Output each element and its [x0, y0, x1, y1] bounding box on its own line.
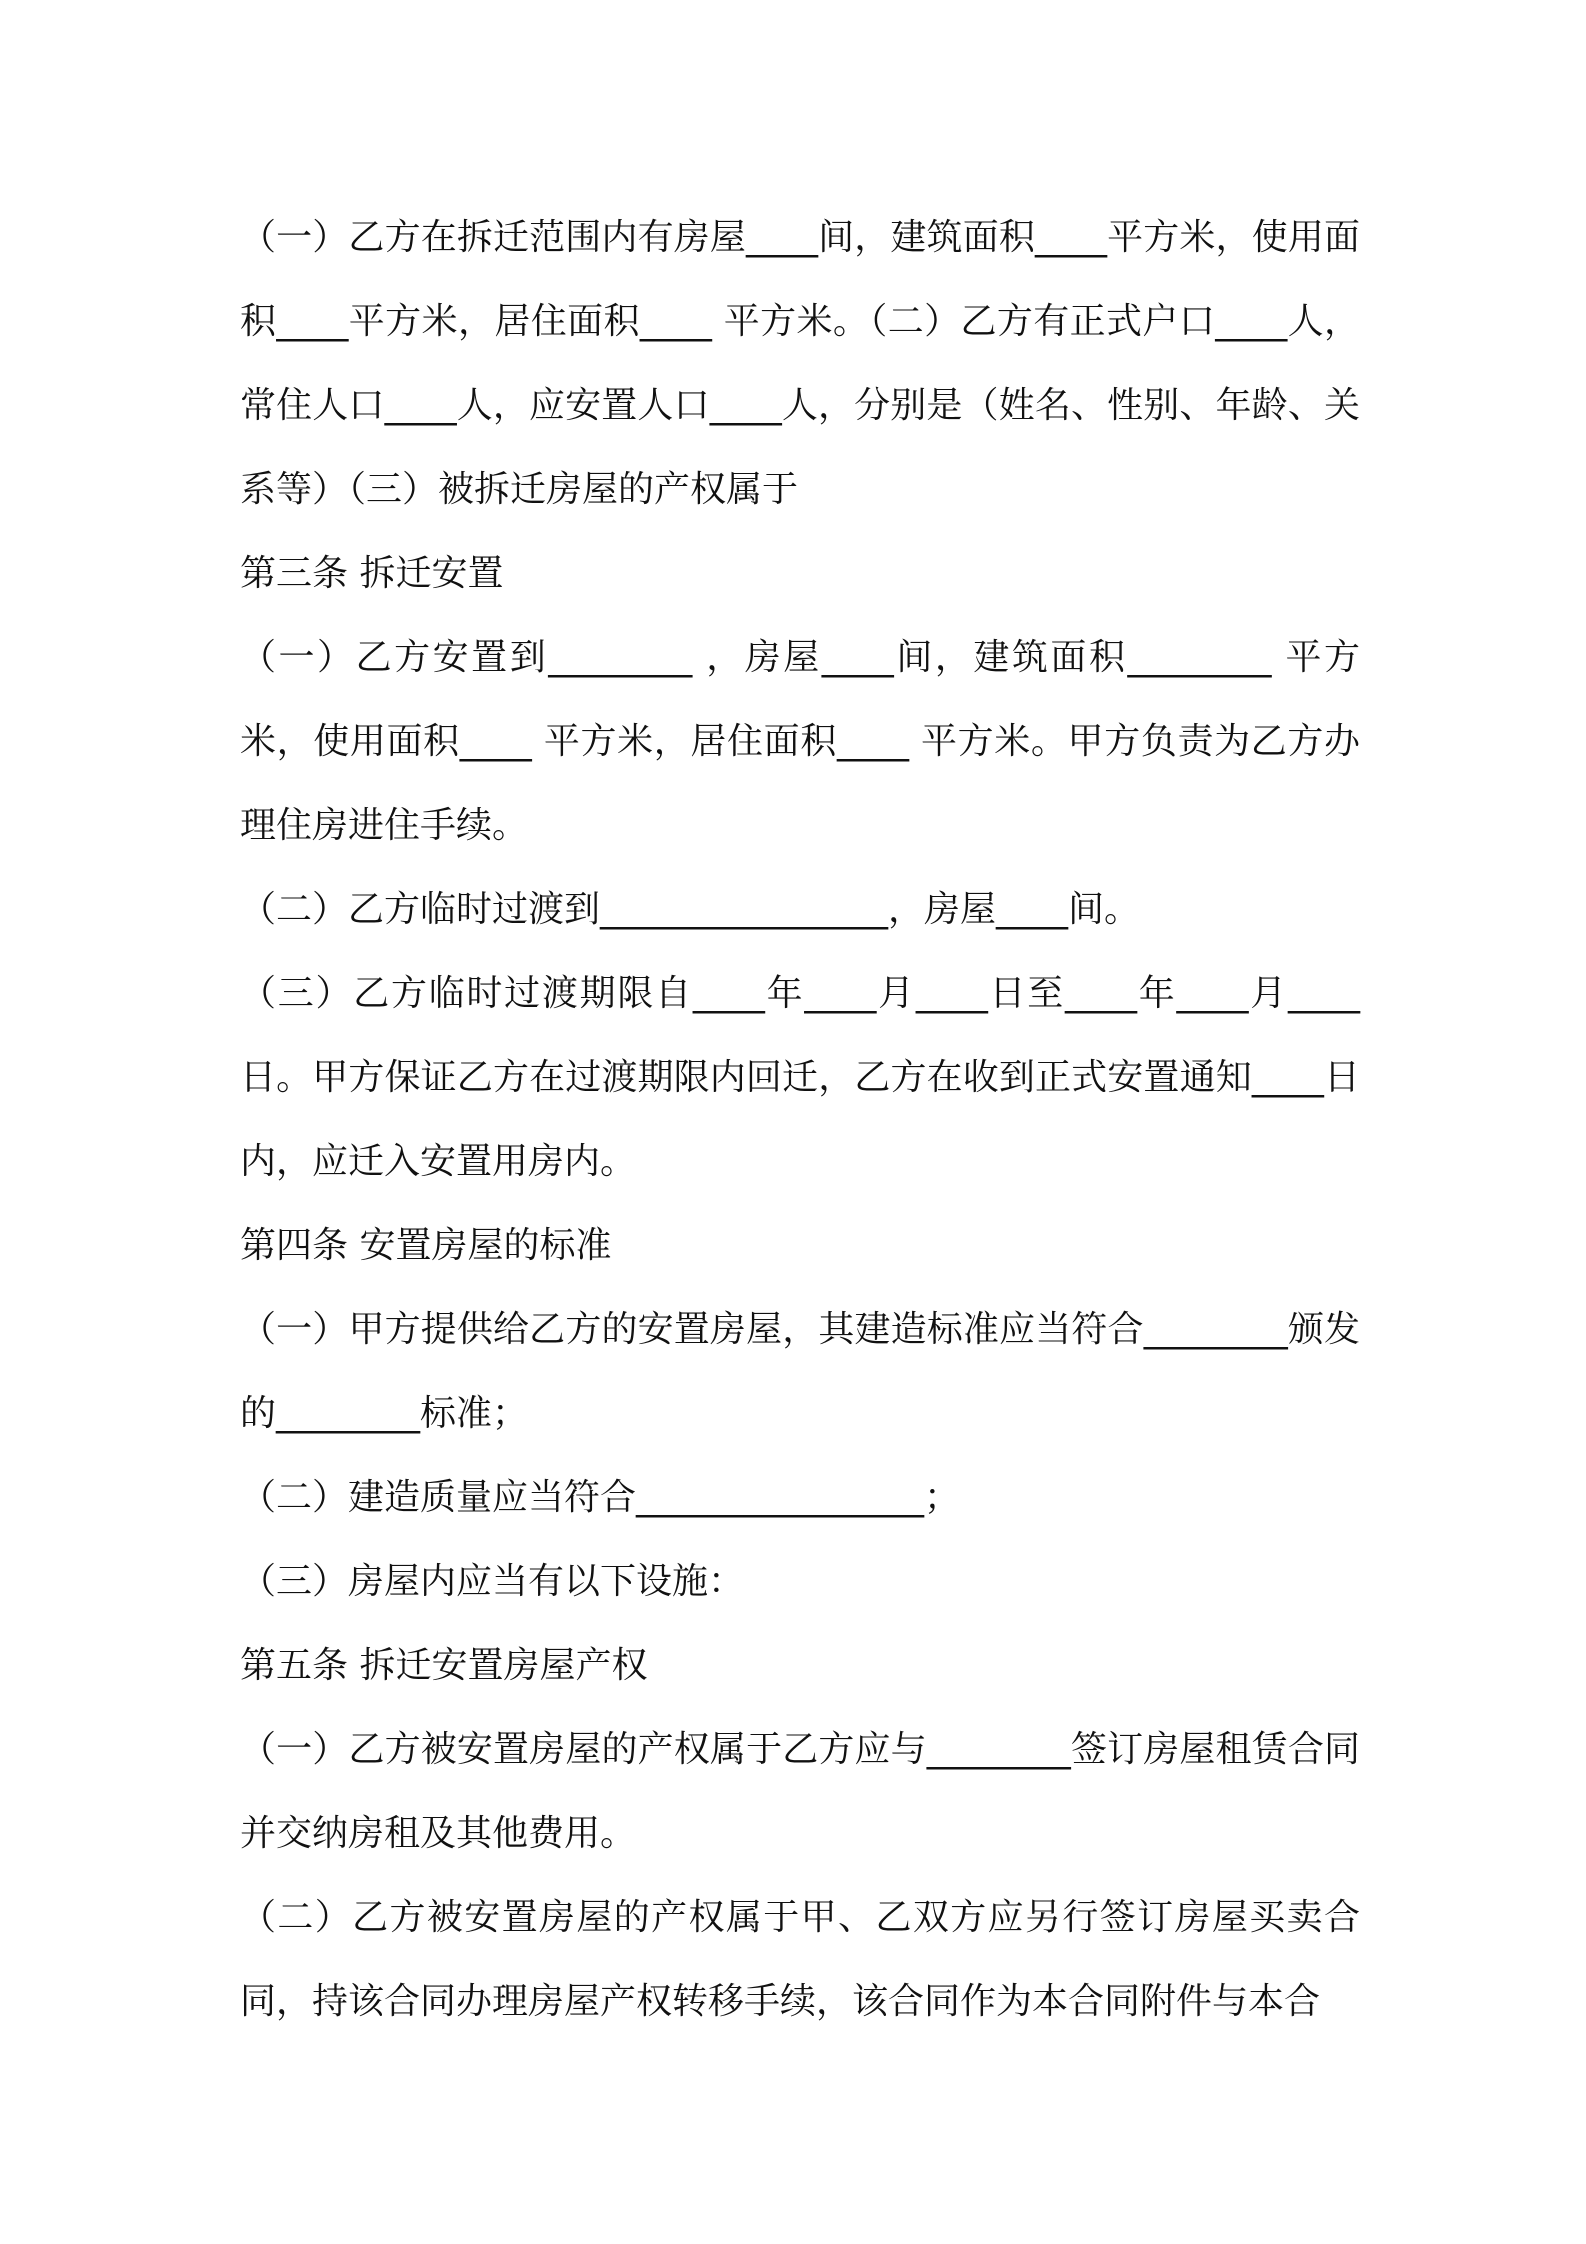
paragraph-standard-3: （三）房屋内应当有以下设施：	[240, 1561, 745, 1602]
section-heading-article-3: 第三条 拆迁安置	[240, 553, 504, 594]
paragraph-property-2: （二）乙方被安置房屋的产权属于甲、乙双方应另行签订房屋买卖合同，持该合同办理房屋产权转移手续，该合同作为本合同附件与本合	[240, 1897, 1360, 2022]
paragraph-resettlement-1: （一）乙方安置到________ ，房屋____间，建筑面积________ 平方米，使用面积____ 平方米，居住面积____ 平方米。甲方负责为乙方办理住房进住手续。	[240, 637, 1360, 846]
paragraph-item-1-details: （一）乙方在拆迁范围内有房屋____间，建筑面积____平方米，使用面积____平方米，居住面积____ 平方米。（二）乙方有正式户口____人，常住人口____人，应安置人口____人，分别是（姓名、性别、年龄、关系等）（三）被拆迁房屋的产权属于	[240, 217, 1360, 510]
paragraph-property-1: （一）乙方被安置房屋的产权属于乙方应与________签订房屋租赁合同并交纳房租及其他费用。	[240, 1729, 1360, 1854]
document-page	[240, 196, 1360, 2044]
section-heading-article-4: 第四条 安置房屋的标准	[240, 1225, 612, 1266]
paragraph-resettlement-2: （二）乙方临时过渡到________________，房屋____间。	[240, 889, 1141, 930]
paragraph-standard-1: （一）甲方提供给乙方的安置房屋，其建造标准应当符合________颁发的________标准；	[240, 1309, 1360, 1434]
section-heading-article-5: 第五条 拆迁安置房屋产权	[240, 1645, 648, 1686]
paragraph-resettlement-3: （三）乙方临时过渡期限自____年____月____日至____年____月____日。甲方保证乙方在过渡期限内回迁，乙方在收到正式安置通知____日内，应迁入安置用房内。	[240, 973, 1360, 1182]
paragraph-standard-2: （二）建造质量应当符合________________；	[240, 1477, 961, 1518]
